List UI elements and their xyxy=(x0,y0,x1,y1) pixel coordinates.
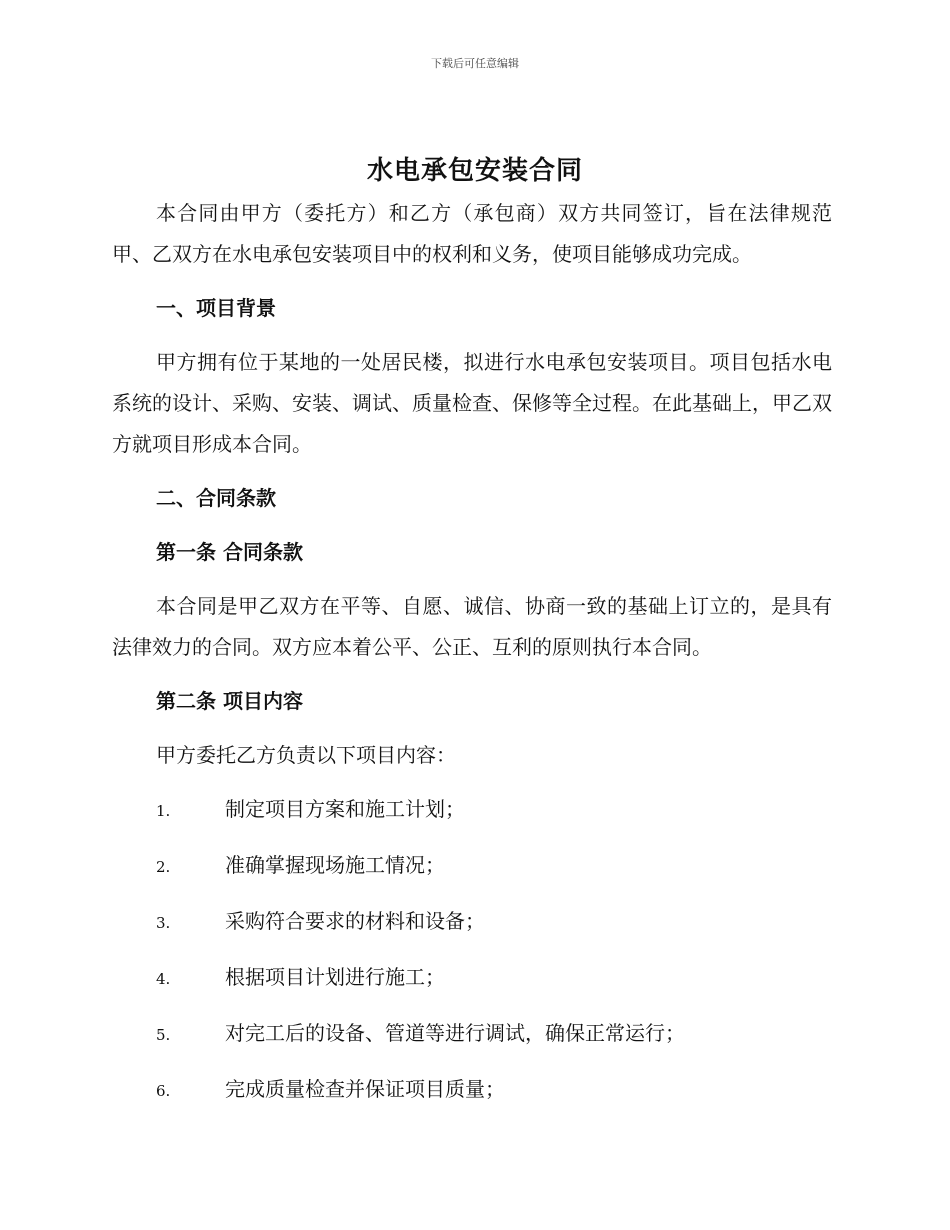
article-1-heading: 第一条 合同条款 xyxy=(156,540,303,564)
list-item-number: 1. xyxy=(156,802,171,820)
list-item-number: 3. xyxy=(156,914,171,932)
list-item-text: 对完工后的设备、管道等进行调试，确保正常运行； xyxy=(225,1021,685,1045)
list-item-number: 2. xyxy=(156,858,171,876)
list-item-text: 准确掌握现场施工情况； xyxy=(225,853,445,877)
section-heading-terms: 二、合同条款 xyxy=(156,486,276,510)
list-item-text: 采购符合要求的材料和设备； xyxy=(225,909,485,933)
section-heading-background: 一、项目背景 xyxy=(156,296,276,320)
list-item-number: 4. xyxy=(156,970,171,988)
document-body xyxy=(112,193,832,1125)
article-2-heading: 第二条 项目内容 xyxy=(156,689,303,713)
list-item-text: 制定项目方案和施工计划； xyxy=(225,797,465,821)
list-item-text: 完成质量检查并保证项目质量； xyxy=(225,1077,505,1101)
document-title: 水电承包安装合同 xyxy=(366,156,583,186)
list-item xyxy=(112,845,832,888)
article-2-lead: 甲方委托乙方负责以下项目内容： xyxy=(156,743,456,767)
background-paragraph: 甲方拥有位于某地的一处居民楼，拟进行水电承包安装项目。项目包括水电系统的设计、采购、安装、调试、质量检查、保修等全过程。在此基础上，甲乙双方就项目形成本合同。 xyxy=(112,350,832,456)
project-content-list xyxy=(112,789,832,1112)
list-item-text: 根据项目计划进行施工； xyxy=(225,965,445,989)
list-item xyxy=(112,957,832,1000)
list-item xyxy=(112,1013,832,1056)
article-1-paragraph: 本合同是甲乙双方在平等、自愿、诚信、协商一致的基础上订立的，是具有法律效力的合同。双方应本着公平、公正、互利的原则执行本合同。 xyxy=(112,594,832,659)
header-note: 下载后可任意编辑 xyxy=(431,57,519,70)
list-item xyxy=(112,789,832,832)
intro-paragraph: 本合同由甲方（委托方）和乙方（承包商）双方共同签订，旨在法律规范甲、乙双方在水电承包安装项目中的权利和义务，使项目能够成功完成。 xyxy=(112,201,832,266)
list-item-number: 5. xyxy=(156,1026,171,1044)
list-item xyxy=(112,1069,832,1112)
list-item-number: 6. xyxy=(156,1082,171,1100)
list-item xyxy=(112,901,832,944)
